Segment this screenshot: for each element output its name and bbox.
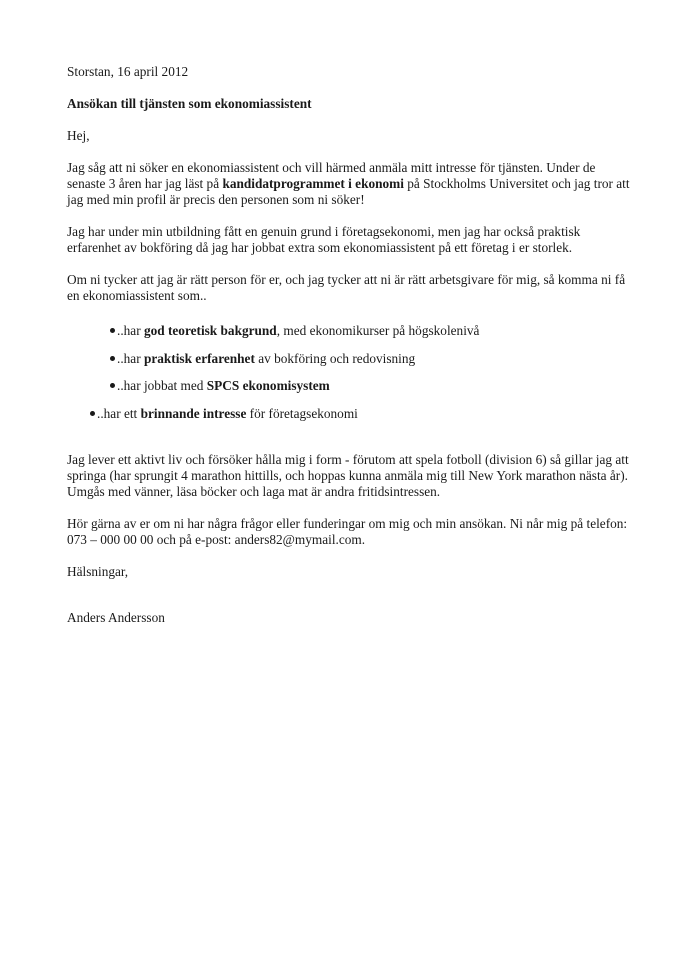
list-item-text-pre: ..har jobbat med <box>117 378 207 393</box>
paragraph-experience: Jag har under min utbildning fått en genuin grund i företagsekonomi, men jag har också praktisk erfarenhet av bokföring då jag har jobbat extra som ekonomiassistent på ett företag i er storlek. <box>67 224 581 255</box>
list-item-text-pre: ..har <box>117 323 144 338</box>
paragraph-intro <box>67 160 637 208</box>
qualification-list <box>67 323 637 422</box>
paragraph-hobbies: Jag lever ett aktivt liv och försöker hålla mig i form - förutom att spela fotboll (division 6) så gillar jag att springa (har sprungit 4 marathon hittills, och hoppas kunna anmäla mig till New York marathon nästa år). Umgås med vänner, läsa böcker och laga mat är andra fritidsintressen. <box>67 451 629 499</box>
list-item-text-pre: ..har <box>117 350 144 366</box>
list-item <box>67 378 637 394</box>
paragraph-intro-text-a: Jag såg att ni söker en ekonomiassistent och vill härmed anmäla mitt intresse för tjänsten. Under de senaste 3 åren har jag läst på <box>67 160 596 191</box>
list-item-bold: SPCS ekonomisystem <box>206 378 330 393</box>
list-item-text-post: , med ekonomikurser på högskolenivå <box>276 323 480 338</box>
paragraph-intro-text-b: på Stockholms Universitet och jag tror att jag med min profil är precis den personen som ni söker! <box>67 176 630 207</box>
paragraph-intro-bold: kandidatprogrammet i ekonomi <box>222 176 404 191</box>
list-item-text-pre: ..har ett <box>97 405 141 421</box>
bullet-icon <box>90 411 95 416</box>
letter-closing: Hälsningar, <box>67 563 129 579</box>
letter-subject: Ansökan till tjänsten som ekonomiassistent <box>67 96 312 111</box>
bullet-icon <box>110 383 115 388</box>
bullet-icon <box>110 328 115 333</box>
list-item-bold: praktisk erfarenhet <box>143 350 255 366</box>
letter-signature: Anders Andersson <box>67 609 165 625</box>
list-item <box>67 351 637 367</box>
list-item-text-post: av bokföring och redovisning <box>254 350 416 366</box>
list-item-bold: god teoretisk bakgrund <box>143 323 277 338</box>
list-item <box>67 406 637 422</box>
paragraph-contact: Hör gärna av er om ni har några frågor eller funderingar om mig och min ansökan. Ni når mig på telefon: 073 – 000 00 00 och på e-post: anders82@mymail.com. <box>67 515 628 547</box>
list-item <box>67 323 637 339</box>
list-item-text-post: för företagsekonomi <box>246 405 358 421</box>
paragraph-offer: Om ni tycker att jag är rätt person för er, och jag tycker att ni är rätt arbetsgivare för mig, så komma ni få en ekonomiassistent som.. <box>67 272 626 303</box>
letter-page <box>67 64 637 626</box>
letter-greeting: Hej, <box>67 128 90 143</box>
letter-date: Storstan, 16 april 2012 <box>67 64 189 79</box>
list-item-bold: brinnande intresse <box>140 405 247 421</box>
bullet-icon <box>110 356 115 361</box>
